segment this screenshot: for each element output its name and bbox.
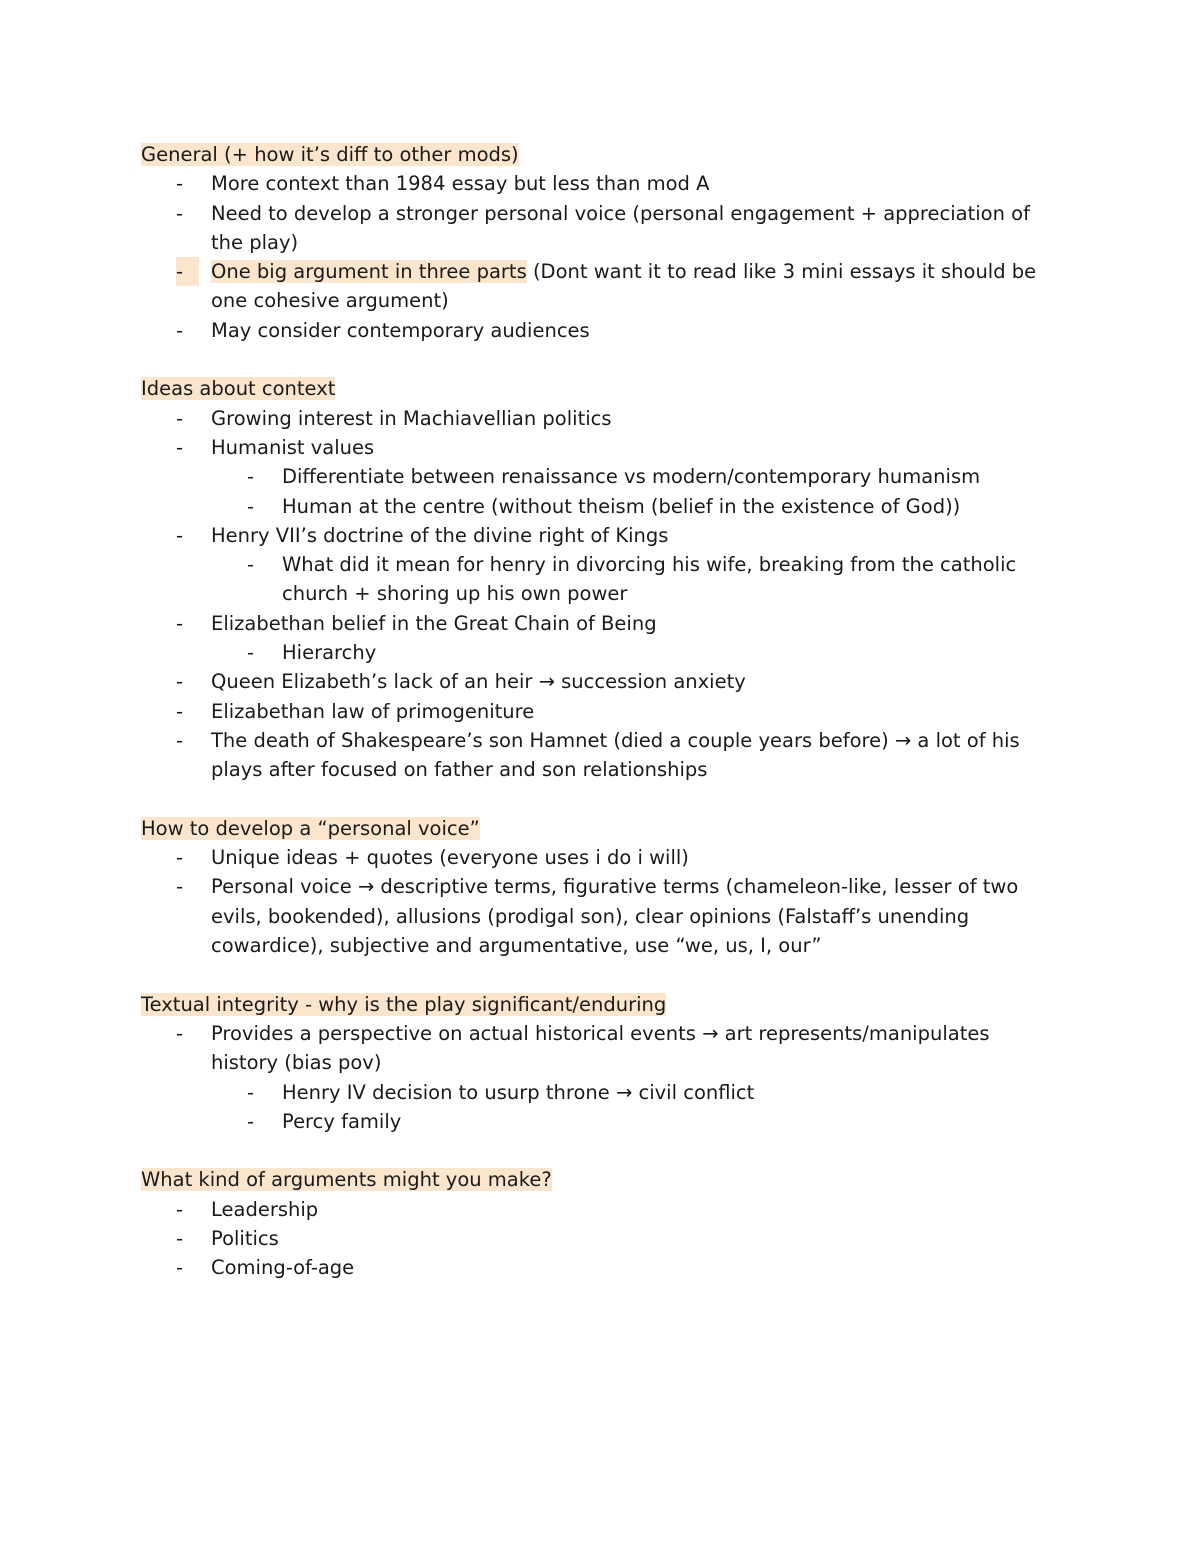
- section-general: [141, 140, 1046, 345]
- list-item: - One big argument in three parts (Dont want it to read like 3 mini essays it should be one cohesive argument): [141, 257, 1046, 316]
- bullet-dash: -: [247, 465, 255, 489]
- section-arguments: [141, 1165, 1046, 1282]
- section-personal-voice: [141, 814, 1046, 960]
- list-item: - Elizabethan belief in the Great Chain of Being: [141, 609, 1046, 638]
- bullet-dash: -: [176, 1197, 184, 1221]
- section-heading: Textual integrity - why is the play significant/enduring: [141, 992, 667, 1016]
- list-subitem: - Hierarchy: [141, 638, 1046, 667]
- bullet-dash: -: [176, 1226, 184, 1250]
- list-item: - Provides a perspective on actual historical events → art represents/manipulates history (bias pov): [141, 1019, 1046, 1078]
- bullet-dash: -: [176, 523, 184, 547]
- bullet-dash: -: [176, 201, 184, 225]
- bullet-dash: -: [176, 728, 184, 752]
- bullet-dash: -: [247, 494, 255, 518]
- bullet-dash: -: [247, 553, 255, 577]
- section-heading: Ideas about context: [141, 377, 336, 401]
- highlighted-text: One big argument in three parts: [211, 260, 527, 284]
- list-item: - The death of Shakespeare’s son Hamnet (died a couple years before) → a lot of his plays after focused on father and son relationships: [141, 726, 1046, 785]
- document-page: [141, 140, 1046, 1312]
- list-item: - May consider contemporary audiences: [141, 316, 1046, 345]
- section-heading: How to develop a “personal voice”: [141, 816, 480, 840]
- bullet-dash: -: [176, 1021, 184, 1045]
- list-subitem: - Henry IV decision to usurp throne → civil conflict: [141, 1078, 1046, 1107]
- bullet-dash: -: [247, 1109, 255, 1133]
- section-textual-integrity: [141, 990, 1046, 1136]
- bullet-dash: -: [176, 875, 184, 899]
- list-item: - Need to develop a stronger personal voice (personal engagement + appreciation of the play): [141, 199, 1046, 258]
- bullet-dash: -: [176, 172, 184, 196]
- section-context: [141, 374, 1046, 784]
- bullet-dash: -: [176, 318, 184, 342]
- bullet-dash: -: [176, 257, 199, 286]
- list-item: - Queen Elizabeth’s lack of an heir → succession anxiety: [141, 667, 1046, 696]
- bullet-dash: -: [176, 611, 184, 635]
- bullet-dash: -: [247, 1080, 255, 1104]
- list-item: - Unique ideas + quotes (everyone uses i do i will): [141, 843, 1046, 872]
- list-item: - Personal voice → descriptive terms, figurative terms (chameleon-like, lesser of two evils, bookended), allusions (prodigal son), clear opinions (Falstaff’s unending cowardice), subjective and argumentative, use “we, us, I, our”: [141, 872, 1046, 960]
- list-item: - Leadership: [141, 1195, 1046, 1224]
- bullet-dash: -: [176, 1256, 184, 1280]
- list-item: - Coming-of-age: [141, 1253, 1046, 1282]
- list-item: - Growing interest in Machiavellian politics: [141, 404, 1046, 433]
- list-subitem: - Human at the centre (without theism (belief in the existence of God)): [141, 492, 1046, 521]
- list-item: - Humanist values: [141, 433, 1046, 462]
- bullet-dash: -: [247, 641, 255, 665]
- bullet-dash: -: [176, 846, 184, 870]
- list-item: - Elizabethan law of primogeniture: [141, 697, 1046, 726]
- list-subitem: - Percy family: [141, 1107, 1046, 1136]
- section-heading: What kind of arguments might you make?: [141, 1168, 552, 1192]
- bullet-dash: -: [176, 670, 184, 694]
- list-item: - Politics: [141, 1224, 1046, 1253]
- bullet-dash: -: [176, 435, 184, 459]
- list-subitem: - What did it mean for henry in divorcing his wife, breaking from the catholic church + shoring up his own power: [141, 550, 1046, 609]
- bullet-dash: -: [176, 699, 184, 723]
- list-item: - Henry VII’s doctrine of the divine right of Kings: [141, 521, 1046, 550]
- list-item: - More context than 1984 essay but less than mod A: [141, 169, 1046, 198]
- bullet-dash: -: [176, 406, 184, 430]
- list-subitem: - Differentiate between renaissance vs modern/contemporary humanism: [141, 462, 1046, 491]
- section-heading: General (+ how it’s diff to other mods): [141, 143, 519, 166]
